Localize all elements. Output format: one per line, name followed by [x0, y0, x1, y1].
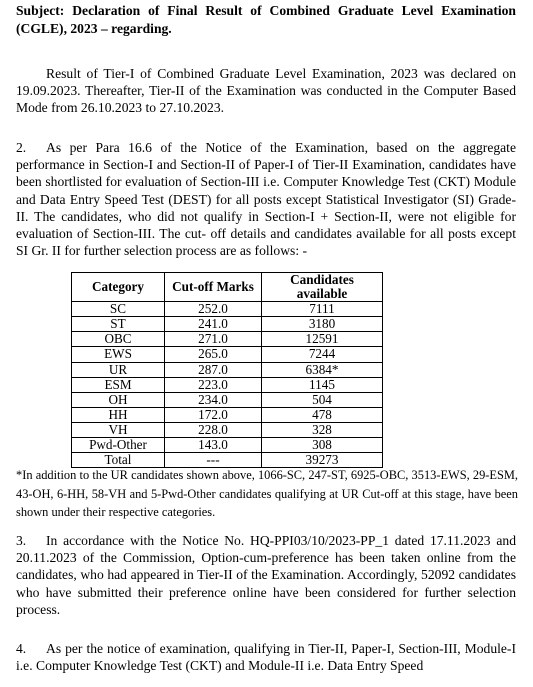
cutoff-cell: 172.0: [165, 407, 262, 422]
category-cell: Pwd-Other: [72, 438, 165, 453]
category-cell: SC: [72, 302, 165, 317]
category-cell: VH: [72, 422, 165, 437]
table-footnote: *In addition to the UR candidates shown above, 1066-SC, 247-ST, 6925-OBC, 3513-EWS, 29-ESM, 43-OH, 6-HH, 58-VH and 5-Pwd-Other candidates qualifying at UR Cut-off at this stage, have been shown under their respective categories.: [16, 468, 518, 519]
table-row: [72, 317, 383, 332]
table-row: [72, 362, 383, 377]
category-cell: UR: [72, 362, 165, 377]
candidates-cell: 7244: [262, 347, 383, 362]
candidates-cell: 12591: [262, 332, 383, 347]
candidates-cell: 328: [262, 422, 383, 437]
column-header-category: Category: [72, 273, 165, 302]
candidates-cell: 39273: [262, 453, 383, 468]
cutoff-table: [71, 272, 383, 468]
candidates-cell: 7111: [262, 302, 383, 317]
cutoff-cell: 241.0: [165, 317, 262, 332]
cutoff-cell: 143.0: [165, 438, 262, 453]
table-row: [72, 392, 383, 407]
candidates-cell: 308: [262, 438, 383, 453]
candidates-cell: 504: [262, 392, 383, 407]
category-cell: ST: [72, 317, 165, 332]
table-row: [72, 332, 383, 347]
table-header-row: [72, 273, 383, 302]
candidates-cell: 478: [262, 407, 383, 422]
table-row: [72, 438, 383, 453]
subject-heading: Subject: Declaration of Final Result of Combined Graduate Level Examination (CGLE), 2023 – regarding.: [16, 3, 516, 36]
column-header-cutoff: Cut-off Marks: [165, 273, 262, 302]
paragraph-2: [16, 139, 516, 259]
category-cell: HH: [72, 407, 165, 422]
paragraph-4: [16, 640, 516, 674]
candidates-cell: 3180: [262, 317, 383, 332]
paragraph-text: As per Para 16.6 of the Notice of the Examination, based on the aggregate performance in Section-I and Section-II of Paper-I of Tier-II Examination, candidates have been shortlisted for evaluation of Section-III i.e. Computer Knowledge Test (CKT) Module and Data Entry Speed Test (DEST) for all posts except Statistical Investigator (SI) Grade-II. The candidates, who did not qualify in Section-I + Section-II, were not eligible for evaluation of Section-III. The cut- off details and candidates available for all posts except SI Gr. II for further selection process are as follows: -: [16, 140, 516, 259]
candidates-cell: 1145: [262, 377, 383, 392]
candidates-cell: 6384*: [262, 362, 383, 377]
table-row: [72, 377, 383, 392]
category-cell: Total: [72, 453, 165, 468]
paragraph-number: 3.: [16, 533, 27, 548]
cutoff-cell: 252.0: [165, 302, 262, 317]
cutoff-cell: 287.0: [165, 362, 262, 377]
category-cell: EWS: [72, 347, 165, 362]
cutoff-cell: 223.0: [165, 377, 262, 392]
table-row: [72, 302, 383, 317]
table-row: [72, 422, 383, 437]
cutoff-cell: ---: [165, 453, 262, 468]
cutoff-cell: 228.0: [165, 422, 262, 437]
paragraph-1: Result of Tier-I of Combined Graduate Level Examination, 2023 was declared on 19.09.2023. Thereafter, Tier-II of the Examination was conducted in the Computer Based Mode from 26.10.2023 to 27.10.2023.: [16, 66, 516, 116]
table-row: [72, 407, 383, 422]
paragraph-number: 2.: [16, 140, 27, 155]
table-row: [72, 347, 383, 362]
column-header-candidates: Candidates available: [262, 273, 383, 302]
cutoff-cell: 271.0: [165, 332, 262, 347]
paragraph-number: 4.: [16, 641, 27, 656]
cutoff-cell: 234.0: [165, 392, 262, 407]
category-cell: OH: [72, 392, 165, 407]
cutoff-cell: 265.0: [165, 347, 262, 362]
paragraph-text: As per the notice of examination, qualifying in Tier-II, Paper-I, Section-III, Module-I i.e. Computer Knowledge Test (CKT) and Module-II i.e. Data Entry Speed: [16, 641, 516, 674]
category-cell: OBC: [72, 332, 165, 347]
category-cell: ESM: [72, 377, 165, 392]
paragraph-text: In accordance with the Notice No. HQ-PPI03/10/2023-PP_1 dated 17.11.2023 and 20.11.2023 of the Commission, Option-cum-preference has been taken online from the candidates, who had appeared in Tier-II of the Examination. Accordingly, 52092 candidates who have submitted their preference online have been considered for further selection process.: [16, 533, 516, 617]
paragraph-3: [16, 532, 516, 618]
